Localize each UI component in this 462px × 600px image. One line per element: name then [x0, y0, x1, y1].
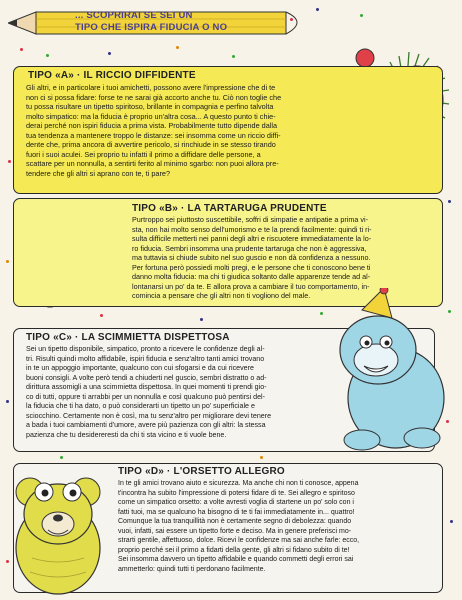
text-line: molto simpatico: ma la fiducia è proprio un'altra cosa... A questo punto ti chie- — [26, 111, 276, 121]
text-line: In te gli amici trovano aiuto e sicurezza. Ma anche chi non ti conosce, appena — [118, 480, 359, 487]
text-line: in te un appoggio importante, qualcuno con cui sfogarsi e da cui ricevere — [26, 364, 254, 373]
text-line: non ci si possa fidare: forse te ne sarai già accorto anche tu. Ciò non toglie che — [26, 92, 282, 102]
text-line: dente che, prima ancora di avvertire pericolo, si rinchiude in se stesso tirando — [26, 140, 276, 150]
bear-icon — [6, 462, 110, 598]
text-line: t'incontra ha subito l'impressione di potersi fidare di te. Sei allegro e spiritoso — [118, 489, 355, 497]
text-line: ammetterlo: quindi tutti ti perdonano facilmente. — [118, 565, 266, 573]
text-line: Sei un tipetto disponibile, simpatico, pronto a ricevere le confidenze degli al- — [26, 345, 265, 353]
text-line: tu possa risultare un tipetto spiritoso, brillante in compagnia e perfino talvolta — [26, 102, 274, 112]
section-c-title: TIPO «C» · LA SCIMMIETTA DISPETTOSA — [26, 332, 230, 343]
text-line: lontanarsi un po' da te. E allora prova a cambiare il tuo comportamento, in- — [132, 281, 370, 291]
header-line-2: TIPO CHE ISPIRA FIDUCIA O NO — [75, 22, 228, 33]
text-line: sciocchino. Certamente non è così, ma tu senz'altro per migliorare devi tenere — [26, 411, 272, 420]
text-line: comincia a pensare che gli altri non ti vogliono del male. — [132, 291, 311, 301]
text-line: Comunque la tua tranquillità non è certamente segno di debolezza: quando — [118, 518, 352, 526]
text-line: come un simpatico orsetto: a volte avresti voglia di startene un po' solo con i — [118, 499, 354, 507]
text-line: scattare per un nonnulla, a sentirti ferito al minimo sgarbo: non puoi allora pre- — [26, 159, 279, 169]
text-line: proprio perché sei il primo a fidarti della gente, gli altri si fidano subito di te! — [118, 546, 350, 554]
text-line: dirittura assomigli a una scimmietta dispettosa. In quei momenti ti prendi gio- — [26, 383, 267, 392]
text-line: vuoi, infatti, sai essere un tipetto forte e deciso. Ma in genere preferisci mo- — [118, 527, 352, 535]
section-b-title: TIPO «B» · LA TARTARUGA PRUDENTE — [132, 203, 327, 214]
text-line: tendere che gli altri si aprano con te, ti pare? — [26, 168, 170, 178]
text-line: Per fortuna però possiedi molti pregi, e le persone che ti conoscono bene ti — [132, 262, 371, 272]
text-line: Purtroppo sei piuttosto suscettibile, soffri di simpatie e antipatie a prima vi- — [132, 215, 368, 224]
text-line: Sei insomma davvero un tipetto affidabile e quando commetti degli errori sai — [118, 556, 354, 564]
text-line: tua tendenza a mantenere troppo le distanze: sei insomma come un riccio diffi- — [26, 130, 281, 140]
text-line: danno molta fiducia: ma chi ti giudica soltanto dalle apparenze tende ad al- — [132, 272, 371, 282]
text-line: tri. Risulti quindi molto affidabile, ispiri fiducia e senz'altro tanti amici trovano — [26, 354, 265, 363]
section-d-title: TIPO «D» · L'ORSETTO ALLEGRO — [118, 466, 285, 477]
monkey-icon — [322, 288, 458, 460]
section-a-panel — [13, 66, 443, 194]
text-line: ro fiducia. Sembri insomma una prudente tartaruga che non è aggressiva, — [132, 243, 367, 253]
text-line: a bada i tuoi cambiamenti d'umore, avere più pazienza con gli altri: la stessa — [26, 421, 266, 430]
section-a-text — [26, 83, 432, 178]
header-line-1: ... SCOPRIRAI SE SEI UN — [75, 10, 193, 21]
section-d-text — [118, 479, 434, 574]
text-line: derai perché non ispiri fiducia a prima vista. Probabilmente tutto dipende dalla — [26, 121, 278, 131]
text-line: fuori i suoi aculei. Sei proprio tu infatti il primo a diffidare delle persone, a — [26, 149, 261, 159]
text-line: strarti gentile, affettuoso, dolce. Ricevi le confidenze ma sai anche farle: ecco, — [118, 537, 360, 545]
text-line: Gli altri, e in particolare i tuoi amichetti, possono avere l'impressione che di te — [26, 83, 276, 92]
section-c-text — [26, 345, 322, 440]
section-a-title: TIPO «A» · IL RICCIO DIFFIDENTE — [28, 70, 196, 81]
text-line: ma tuttavia si chiude subito nel suo guscio e non dà confidenza a nessuno. — [132, 253, 371, 263]
page-header — [75, 10, 275, 34]
text-line: sta, non hai molto senso dell'umorismo e te la prendi facilmente: quindi ti ri- — [132, 224, 372, 234]
text-line: co di tutti, oppure ti arrabbi per un nonnulla e così qualcuno può pentirsi del- — [26, 392, 265, 401]
text-line: la fiducia che ti ha dato, o può considerarti un tipetto un po' superficiale e — [26, 402, 255, 411]
text-line: buoni consigli. A volte però tendi a chiuderti nel guscio, sembri distratto o ad- — [26, 373, 267, 382]
text-line: pazienza che tu desidereresti da chi ti sta vicino e ti vuole bene. — [26, 430, 227, 439]
text-line: fatti tuoi, ma se qualcuno ha bisogno di te ti fai immediatamente in... quattro! — [118, 508, 355, 516]
text-line: sulta difficile metterti nei panni degli altri e riscuotere immediatamente la lo- — [132, 234, 372, 244]
